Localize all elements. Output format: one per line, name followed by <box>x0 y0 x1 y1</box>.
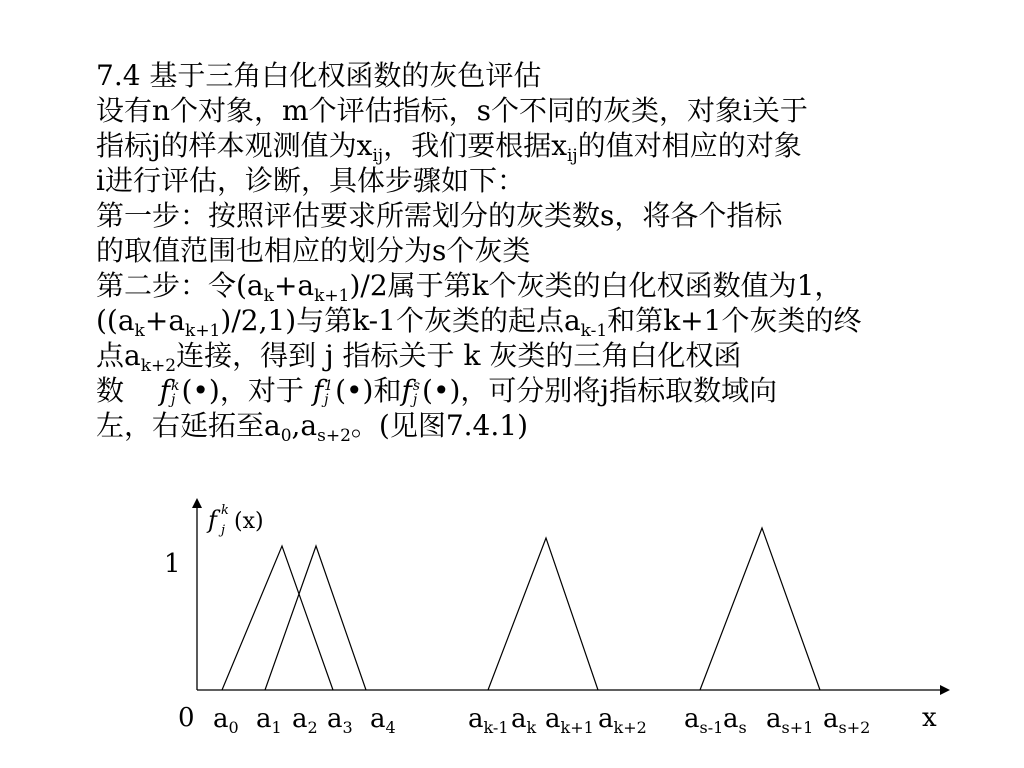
x-tick-label: $a_{s-1}$ <box>684 704 724 737</box>
x-tick-label: $a_{k-1}$ <box>468 704 509 737</box>
formula-fjs: f s j (•) <box>401 374 461 408</box>
x-tick-label: $a_{k+1}$ <box>545 704 594 737</box>
step2-line3: 点$a_{k+2}$连接，得到 j 指标关于 k 灰类的三角白化权函 <box>96 339 742 376</box>
x-tick-label: $a_{s+2}$ <box>823 704 871 737</box>
y-axis-label-arg: (x) <box>234 509 264 534</box>
triangle-class-k <box>488 538 598 690</box>
triangle-class-s <box>700 528 820 690</box>
x-tick-label: $a_1$ <box>256 704 282 737</box>
step2-line2: $((a_k+a_{k+1})/2,1)$与第k-1个灰类的起点$a_{k-1}$和第k+1个灰类的终 <box>96 304 862 341</box>
para1-line3: i进行评估，诊断，具体步骤如下： <box>96 164 525 197</box>
para1-line1: 设有n个对象，m个评估指标，s个不同的灰类，对象i关于 <box>96 94 808 127</box>
step2-line5: 左，右延拓至$a_0,a_{s+2}$。(见图7.4.1) <box>96 409 529 446</box>
x-tick-label: $a_3$ <box>327 704 353 737</box>
para1-line2: 指标j的样本观测值为$x_{ij}$，我们要根据$x_{ij}$的值对相应的对象 <box>96 129 802 166</box>
formula-fj1: f 1 j (•) <box>312 374 374 408</box>
x-axis-label: x <box>922 703 937 733</box>
x-tick-label: $a_2$ <box>292 704 318 737</box>
x-tick-label: $a_4$ <box>370 704 396 737</box>
origin-label: 0 <box>178 703 195 733</box>
section-heading: 7.4 基于三角白化权函数的灰色评估 <box>96 59 542 92</box>
step2-line1: 第二步：令$(a_k+a_{k+1})/2$属于第k个灰类的白化权函数值为1， <box>96 269 843 306</box>
x-tick-label: $a_{s+1}$ <box>766 704 814 737</box>
triangle-class-2 <box>265 546 366 690</box>
step2-line4: 数 f k j (•)，对于 f 1 j (•)和f s j (•)，可分别将j指标取数域向 <box>96 374 778 408</box>
x-tick-label: $a_0$ <box>213 704 239 737</box>
y-tick-one: 1 <box>164 549 181 579</box>
x-tick-label: $a_k$ <box>511 704 537 737</box>
step1-line1: 第一步：按照评估要求所需划分的灰类数s，将各个指标 <box>96 199 783 232</box>
x-tick-label: $a_{k+2}$ <box>598 704 647 737</box>
x-tick-label: $a_s$ <box>723 704 747 737</box>
formula-fjk: f k j (•) <box>159 374 220 408</box>
step1-line2: 的取值范围也相应的划分为s个灰类 <box>96 234 531 267</box>
y-axis-label-k: k <box>221 503 229 518</box>
y-axis-label-j: j <box>221 523 226 538</box>
triangle-class-1 <box>222 546 333 690</box>
x-tick-labels <box>213 704 870 737</box>
y-axis-label-f: f <box>208 506 217 534</box>
